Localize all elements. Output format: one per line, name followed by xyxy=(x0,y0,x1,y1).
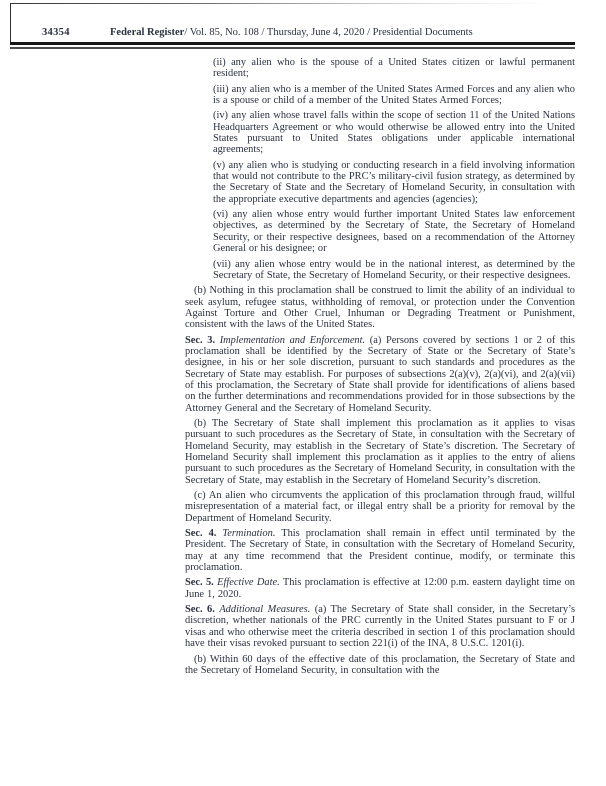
clause-vii: (vii) any alien whose entry would be in the national interest, as determined by the Secretary of State, the Secretary of Homeland Security, or their respective designees. xyxy=(213,258,575,281)
section-4-text: This proclamation shall remain in effect until terminated by the President. The Secretary of State, in consultation with the Secretary of Homeland Security, may at any time recommend that the President continue, modify, or terminate this proclamation. xyxy=(185,528,575,574)
page-number: 34354 xyxy=(42,27,70,38)
document-body xyxy=(185,57,575,680)
section-3-label: Sec. 3. xyxy=(185,334,216,346)
section-3 xyxy=(185,335,575,414)
section-6 xyxy=(185,604,575,649)
paragraph-3c: (c) An alien who circumvents the application of this proclamation through fraud, willful misrepresentation of a material fact, or illegal entry shall be a priority for removal by the Department of Homeland Security. xyxy=(185,490,575,524)
paragraph-2b: (b) Nothing in this proclamation shall be construed to limit the ability of an individual to seek asylum, refugee status, withholding of removal, or protection under the Convention Against Torture and Other Cruel, Inhuman or Degrading Treatment or Punishment, consistent with the laws of the United States. xyxy=(185,285,575,331)
clause-iv: (iv) any alien whose travel falls within the scope of section 11 of the United Nations Headquarters Agreement or who would otherwise be allowed entry into the United States pursuant to United States obligations under applicable international agreements; xyxy=(213,110,575,156)
clause-v: (v) any alien who is studying or conducting research in a field involving information that would not contribute to the PRC’s military-civil fusion strategy, as determined by the Secretary of State and the Secretary of Homeland Security, in consultation with the appropriate executive departments and agencies (agencies); xyxy=(213,159,575,205)
clause-vi: (vi) any alien whose entry would further important United States law enforcement objectives, as determined by the Secretary of State, the Secretary of Homeland Security, or their respective designees, based on a recommendation of the Attorney General or his designee; or xyxy=(213,209,575,255)
section-3-text: (a) Persons covered by sections 1 or 2 of this proclamation shall be identified by the Secretary of State or the Secretary of State’s designee, in his or her sole discretion, pursuant to such standards and procedures as the Secretary of State may establish. For purposes of subsections 2(a)(v), 2(a)(vi), and 2(a)(vii) of this proclamation, the Secretary of State shall provide for identifications of aliens based on the further determinations and recommendations provided for in those subsections by the Attorney General and the Secretary of Homeland Security. xyxy=(185,334,575,414)
header-left-rule xyxy=(10,3,11,44)
clause-iii: (iii) any alien who is a member of the United States Armed Forces and any alien who is a spouse or child of a member of the United States Armed Forces; xyxy=(213,83,575,107)
section-5-label: Sec. 5. xyxy=(185,577,214,589)
clause-ii: (ii) any alien who is the spouse of a United States citizen or lawful permanent resident; xyxy=(213,57,575,80)
paragraph-6b: (b) Within 60 days of the effective date of this proclamation, the Secretary of State and the Secretary of Homeland Security, in consultation with the xyxy=(185,653,575,676)
journal-title: Federal Register xyxy=(110,27,185,38)
section-5-text: This proclamation is effective at 12:00 p.m. eastern daylight time on June 1, 2020. xyxy=(185,577,576,600)
section-4-title: Termination. xyxy=(222,528,276,540)
header-double-rule xyxy=(10,42,575,49)
section-5-title: Effective Date. xyxy=(217,577,280,589)
section-3-title: Implementation and Enforcement. xyxy=(219,334,366,346)
citation-rest: / Vol. 85, No. 108 / Thursday, June 4, 2020 / Presidential Documents xyxy=(184,27,473,38)
section-5 xyxy=(185,577,575,600)
section-6-title: Additional Measures. xyxy=(219,604,311,616)
header-citation xyxy=(110,26,473,39)
section-4 xyxy=(185,528,575,573)
section-6-text: (a) The Secretary of State shall consider, in the Secretary’s discretion, whether nationals of the PRC currently in the United States pursuant to F or J visas and who otherwise meet the criteria described in section 1 of this proclamation should have their visas revoked pursuant to section 221(i) of the INA, 8 U.S.C. 1201(i). xyxy=(185,604,575,650)
section-6-label: Sec. 6. xyxy=(185,604,215,616)
section-4-label: Sec. 4. xyxy=(185,528,217,540)
top-rule xyxy=(10,3,575,4)
paragraph-3b: (b) The Secretary of State shall implement this proclamation as it applies to visas pursuant to such procedures as the Secretary of State, in consultation with the Secretary of Homeland Security, may establish in the Secretary of State’s discretion. The Secretary of Homeland Security shall implement this proclamation as it applies to the entry of aliens pursuant to such procedures as the Secretary of Homeland Security, in consultation with the Secretary of State, may establish in the Secretary of Homeland Security’s discretion. xyxy=(185,417,575,486)
